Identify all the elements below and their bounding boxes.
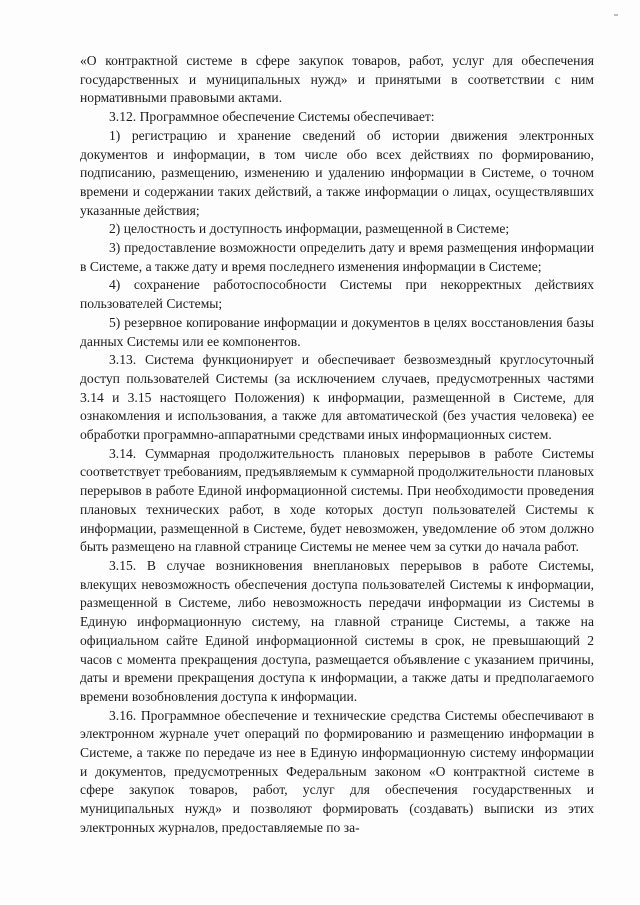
paragraph-3-12-item-1: 1) регистрацию и хранение сведений об истории движения электронных документов и информации, в том числе обо всех действиях по формированию, подписанию, размещению, изменению и удалению информации в Системе, о точном времени и содержании таких действий, а также информации о лицах, осуществлявших указанные действия; [80, 127, 594, 218]
paragraph-3-14: 3.14. Суммарная продолжительность плановых перерывов в работе Системы соответствует требованиям, предъявляемым к суммарной продолжительности плановых перерывов в работе Единой информационной системы. При необходимости проведения плановых технических работ, в ходе которых доступ пользователей Системы к информации, размещенной в Системе, будет невозможен, уведомление об этом должно быть размещено на главной странице Системы не менее чем за сутки до начала работ. [80, 445, 594, 555]
paragraph-3-12: 3.12. Программное обеспечение Системы обеспечивает: [109, 109, 435, 125]
paragraph-3-12-item-2: 2) целостность и доступность информации, размещенной в Системе; [109, 221, 510, 237]
paragraph-3-12-item-4: 4) сохранение работоспособности Системы при некорректных действиях пользователей Системы; [80, 277, 594, 312]
paragraph-3-13: 3.13. Система функционирует и обеспечивает безвозмездный круглосуточный доступ пользователей Системы (за исключением случаев, предусмотренных частями 3.14 и 3.15 настоящего Положения) к информации, размещенной в Системе, для ознакомления и использования, а также для автоматической (без участия человека) ее обработки программно-аппаратными средствами иных информационных систем. [80, 352, 594, 443]
paragraph-3-16: 3.16. Программное обеспечение и технические средства Системы обеспечивают в электронном журнале учет операций по формированию и размещению информации в Системе, а также по передаче из нее в Единую информационную систему информации и документов, предусмотренных Федеральным законом «О контрактной системе в сфере закупок товаров, работ, услуг для обеспечения государственных и муниципальных нужд» и позволяют формировать (создавать) выписки из этих электронных журналов, предоставляемые по за- [80, 707, 594, 835]
paragraph-intro: «О контрактной системе в сфере закупок товаров, работ, услуг для обеспечения государственных и муниципальных нужд» и принятыми в соответствии с ним нормативными правовыми актами. [80, 53, 594, 106]
paragraph-3-15: 3.15. В случае возникновения внеплановых перерывов в работе Системы, влекущих невозможность обеспечения доступа пользователей Системы к информации, размещенной в Системе, либо невозможность передачи информации из Системы в Единую информационную систему, на главной странице Системы, а также на официальном сайте Единой информационной системы в срок, не превышающий 2 часов с момента прекращения доступа, размещается объявление с указанием причины, даты и времени прекращения доступа к информации, а также даты и предполагаемого времени возобновления доступа к информации. [80, 557, 594, 704]
paragraph-3-12-item-3: 3) предоставление возможности определить дату и время размещения информации в Системе, а также дату и время последнего изменения информации в Системе; [80, 240, 594, 274]
paragraph-3-12-item-5: 5) резервное копирование информации и документов в целях восстановления базы данных Системы или ее компонентов. [80, 314, 594, 349]
document-body [80, 52, 594, 838]
scan-speck [614, 14, 618, 16]
